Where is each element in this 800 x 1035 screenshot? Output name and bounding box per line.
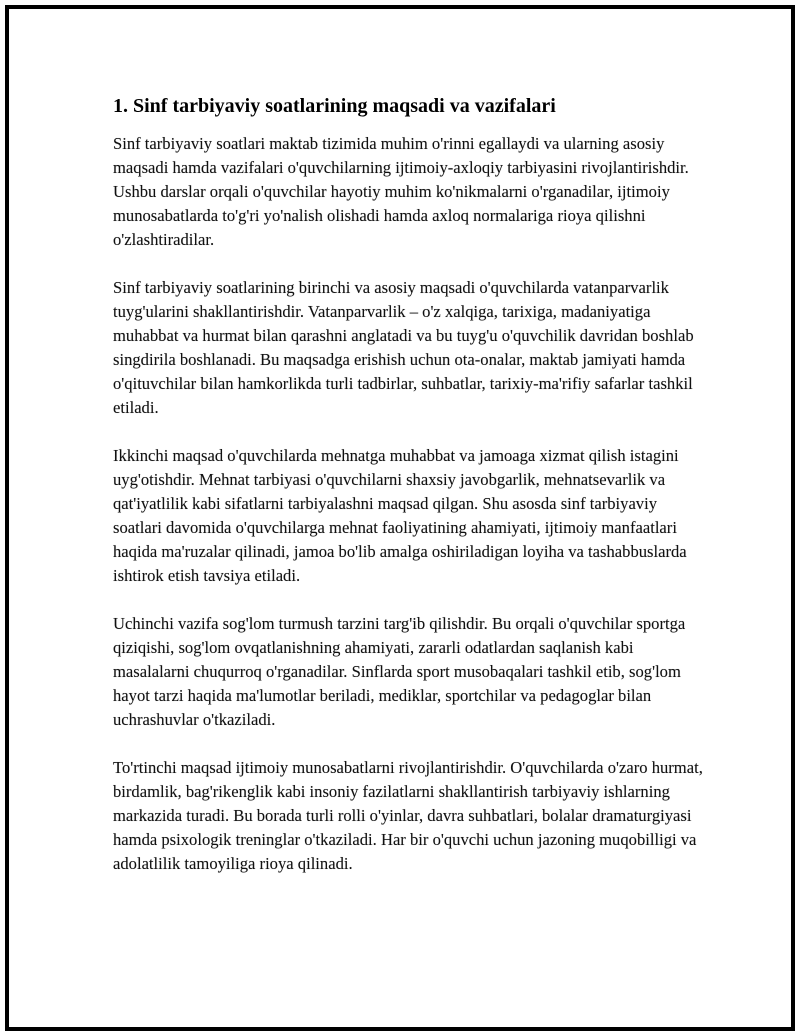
- paragraph-patriotism: Sinf tarbiyaviy soatlarining birinchi va asosiy maqsadi o'quvchilarda vatanparvarlik tuyg'ularini shakllantirishdir. Vatanparvarlik – o'z xalqiga, tarixiga, madaniyatiga muhabbat va hurmat bilan qarashni anglatadi va bu tuyg'u o'quvchilik davridan boshlab singdirila boshlanadi. Bu maqsadga erishish uchun ota-onalar, maktab jamiyati hamda o'qituvchilar bilan hamkorlikda turli tadbirlar, suhbatlar, tarixiy-ma'rifiy safarlar tashkil etiladi.: [113, 278, 694, 417]
- document-body: [113, 94, 703, 900]
- paragraph-labor: Ikkinchi maqsad o'quvchilarda mehnatga muhabbat va jamoaga xizmat qilish istagini uyg'otishdir. Mehnat tarbiyasi o'quvchilarni shaxsiy javobgarlik, mehnatsevarlik va qat'iyatlilik kabi sifatlarni tarbiyalashni maqsad qilgan. Shu asosda sinf tarbiyaviy soatlari davomida o'quvchilarga mehnat faoliyatining ahamiyati, ijtimoiy manfaatlari haqida ma'ruzalar qilinadi, jamoa bo'lib amalga oshiriladigan loyiha va tashabbuslarda ishtirok etish tavsiya etiladi.: [113, 446, 687, 585]
- paragraph-intro: Sinf tarbiyaviy soatlari maktab tizimida muhim o'rinni egallaydi va ularning asosiy maqsadi hamda vazifalari o'quvchilarning ijtimoiy-axloqiy tarbiyasini rivojlantirishdir. Ushbu darslar orqali o'quvchilar hayotiy muhim ko'nikmalarni o'rganadilar, ijtimoiy munosabatlarda to'g'ri yo'nalish olishadi hamda axloq normalariga rioya qilishni o'zlashtiradilar.: [113, 134, 689, 249]
- paragraph-social-relations: To'rtinchi maqsad ijtimoiy munosabatlarni rivojlantirishdir. O'quvchilarda o'zaro hurmat, birdamlik, bag'rikenglik kabi insoniy fazilatlarni shakllantirish tarbiyaviy ishlarning markazida turadi. Bu borada turli rolli o'yinlar, davra suhbatlari, bolalar dramaturgiyasi hamda psixologik treninglar o'tkaziladi. Har bir o'quvchi uchun jazoning muqobilligi va adolatlilik tamoyiliga rioya qilinadi.: [113, 758, 703, 873]
- section-title: 1. Sinf tarbiyaviy soatlarining maqsadi va vazifalari: [113, 95, 556, 117]
- paragraph-healthy-lifestyle: Uchinchi vazifa sog'lom turmush tarzini targ'ib qilishdir. Bu orqali o'quvchilar sportga qiziqishi, sog'lom ovqatlanishning ahamiyati, zararli odatlardan saqlanish kabi masalalarni chuqurroq o'rganadilar. Sinflarda sport musobaqalari tashkil etib, sog'lom hayot tarzi haqida ma'lumotlar beriladi, mediklar, sportchilar va pedagoglar bilan uchrashuvlar o'tkaziladi.: [113, 614, 686, 729]
